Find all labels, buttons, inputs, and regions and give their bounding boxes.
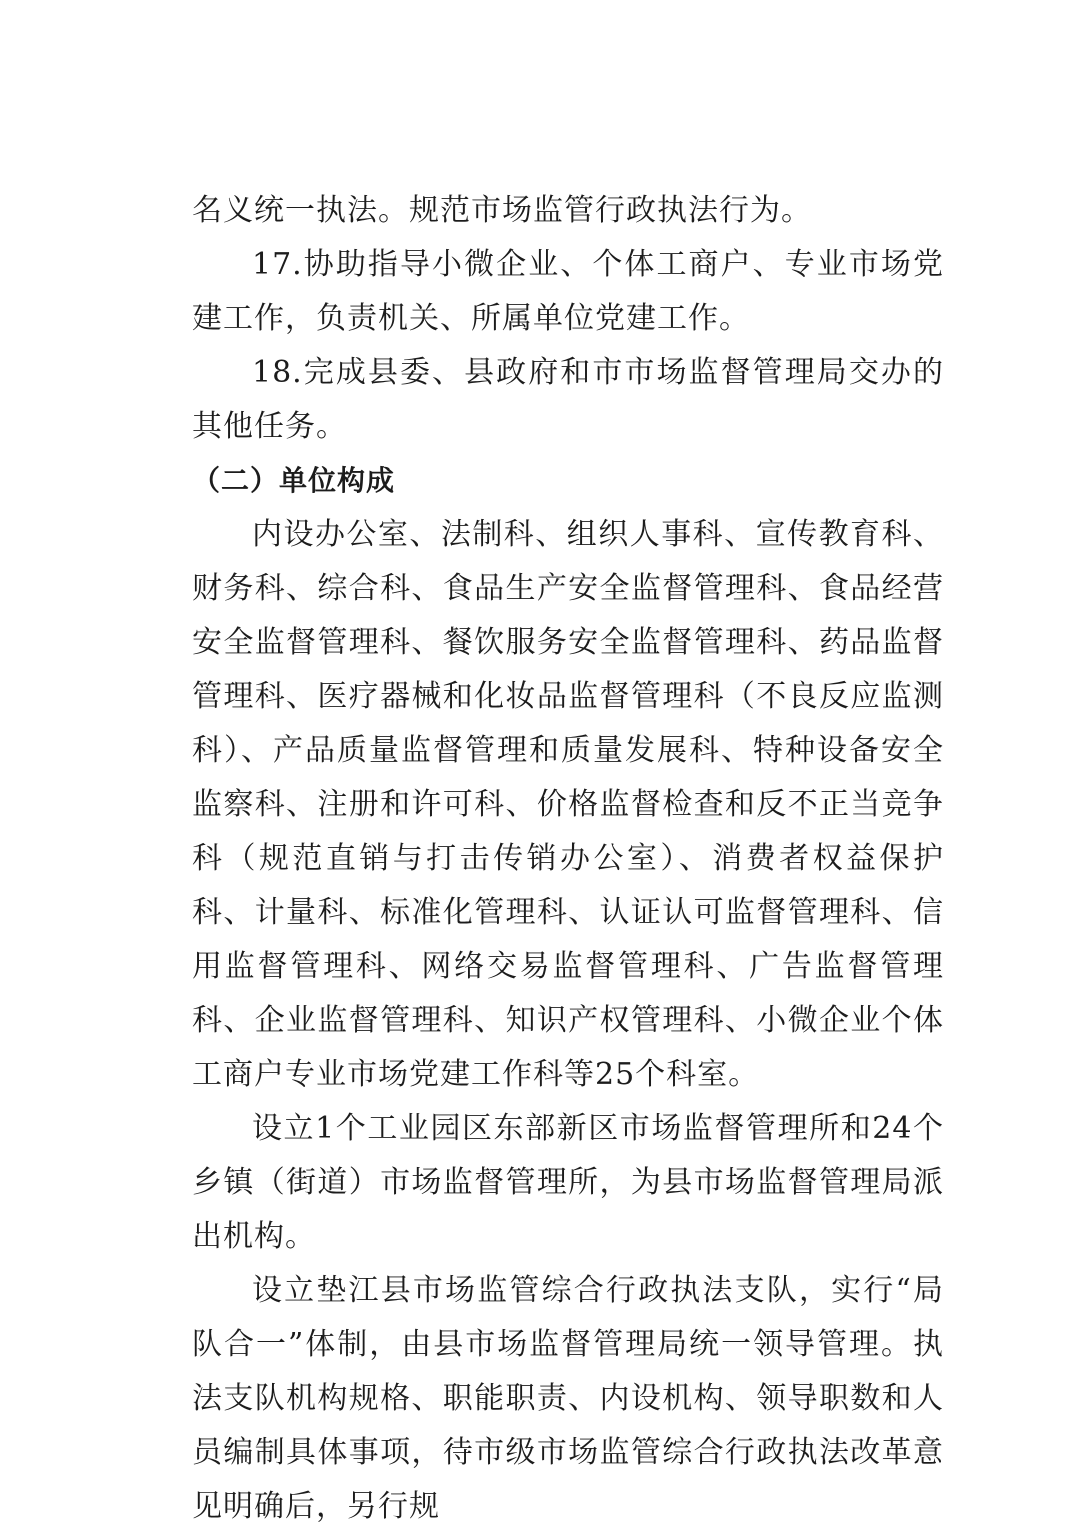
paragraph-item-17: 17.协助指导小微企业、个体工商户、专业市场党建工作，负责机关、所属单位党建工作。 [192, 247, 944, 336]
paragraph-continuation: 名义统一执法。规范市场监管行政执法行为。 [192, 193, 812, 228]
paragraph-internal-units: 内设办公室、法制科、组织人事科、宣传教育科、财务科、综合科、食品生产安全监督管理科、食品经营安全监督管理科、餐饮服务安全监督管理科、药品监督管理科、医疗器械和化妆品监督管理科（不良反应监测科）、产品质量监督管理和质量发展科、特种设备安全监察科、注册和许可科、价格监督检查和反不正当竞争科（规范直销与打击传销办公室）、消费者权益保护科、计量科、标准化管理科、认证认可监督管理科、信用监督管理科、网络交易监督管理科、广告监督管理科、企业监督管理科、知识产权管理科、小微企业个体工商户专业市场党建工作科等25个科室。 [192, 517, 944, 1092]
paragraph-item-18: 18.完成县委、县政府和市市场监督管理局交办的其他任务。 [192, 355, 944, 444]
paragraph-enforcement-detachment: 设立垫江县市场监管综合行政执法支队，实行“局队合一”体制，由县市场监督管理局统一领导管理。执法支队机构规格、职能职责、内设机构、领导职数和人员编制具体事项，待市级市场监管综合行政执法改革意见明确后，另行规 [192, 1273, 944, 1524]
document-body [192, 184, 944, 1534]
paragraph-branch-offices: 设立1个工业园区东部新区市场监督管理所和24个乡镇（街道）市场监督管理所，为县市场监督管理局派出机构。 [192, 1111, 944, 1254]
section-heading-unit-composition: （二）单位构成 [192, 464, 396, 497]
